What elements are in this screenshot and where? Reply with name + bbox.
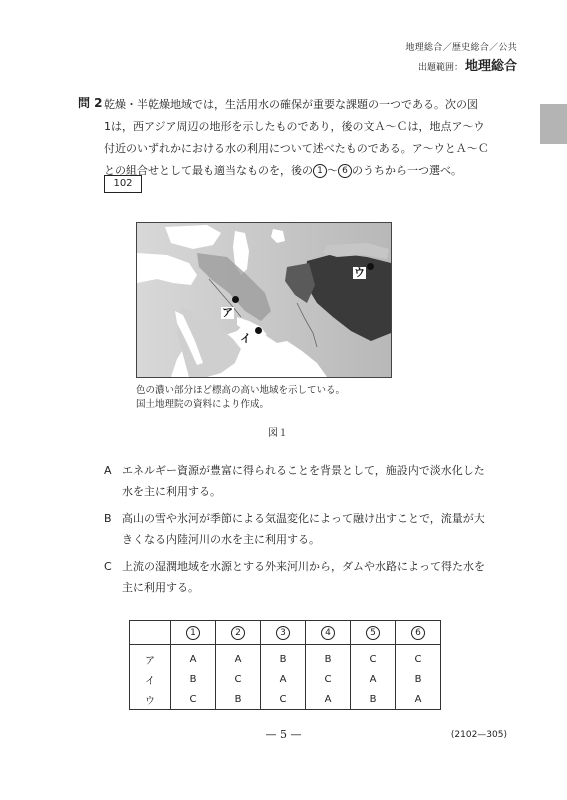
table-cell: B (216, 689, 261, 710)
table-cell: A (216, 649, 261, 669)
table-cell: A (261, 669, 306, 689)
point-a-label: ア (222, 306, 233, 319)
choice-range-mark: ～ (327, 164, 338, 177)
question-text (104, 94, 514, 182)
choice-header (216, 621, 261, 645)
statement-key: B (104, 512, 112, 525)
caption-line: 国土地理院の資料により作成。 (136, 399, 270, 410)
page-number: — 5 — (265, 728, 302, 741)
statement-line: きくなる内陸河川の水を主に利用する。 (122, 533, 320, 546)
map-figure (136, 222, 392, 378)
row-label: ウ (130, 689, 171, 710)
question-line: 付近のいずれかにおける水の利用について述べたものである。ア～ウとＡ～Ｃ (104, 142, 489, 155)
question-line-text: との組合せとして最も適当なものを，後の (104, 164, 313, 177)
table-cell: A (351, 669, 396, 689)
table-cell: B (306, 649, 351, 669)
choice-number: 5 (366, 626, 380, 640)
section-tab (540, 104, 567, 144)
statement-key: A (104, 464, 112, 477)
figure-caption (136, 384, 345, 412)
range-label: 出題範囲： (417, 63, 463, 73)
table-header-row (130, 621, 441, 645)
choice-number: 4 (321, 626, 335, 640)
choice-header (171, 621, 216, 645)
table-cell: C (171, 689, 216, 710)
choice-header (351, 621, 396, 645)
statement-line: 主に利用する。 (122, 581, 199, 594)
table-cell: A (396, 689, 441, 710)
table-row (130, 689, 441, 710)
point-a-marker (232, 296, 239, 303)
question-line: 1は，西アジア周辺の地形を示したものであり，後の文Ａ～Ｃは，地点ア～ウ (104, 120, 485, 133)
point-i-marker (255, 327, 262, 334)
point-i-label: イ (240, 332, 251, 345)
table-cell: C (351, 649, 396, 669)
table-cell: A (171, 649, 216, 669)
question-line: 乾燥・半乾燥地域では，生活用水の確保が重要な課題の一つである。次の図 (104, 98, 478, 111)
figure-label: 図１ (268, 428, 288, 439)
table-cell: A (306, 689, 351, 710)
statement-c (104, 556, 524, 598)
question-label: 問 2 (78, 96, 103, 110)
table-corner (130, 621, 171, 645)
statement-line: 水を主に利用する。 (122, 485, 221, 498)
choice-number-first: 1 (313, 164, 327, 178)
table-cell: B (351, 689, 396, 710)
choice-number: 2 (231, 626, 245, 640)
answer-table (129, 620, 441, 710)
row-label: ア (130, 649, 171, 669)
table-cell: C (216, 669, 261, 689)
choice-number: 1 (186, 626, 200, 640)
table-cell: C (261, 689, 306, 710)
range-value: 地理総合 (464, 59, 517, 74)
statement-line: 上流の湿潤地域を水源とする外来河川から，ダムや水路によって得た水を (122, 560, 485, 573)
choice-number: 6 (411, 626, 425, 640)
choice-header (261, 621, 306, 645)
point-u-marker (367, 263, 374, 270)
statement-line: エネルギー資源が豊富に得られることを背景として，施設内で淡水化した (122, 464, 485, 477)
table-row (130, 649, 441, 669)
question-number-box: 102 (104, 175, 142, 193)
table-cell: C (306, 669, 351, 689)
statement-a (104, 460, 524, 502)
choice-number: 3 (276, 626, 290, 640)
table-cell: C (396, 649, 441, 669)
terrain-map (137, 223, 391, 377)
question-line (104, 160, 514, 182)
statement-b (104, 508, 524, 550)
table-cell: B (261, 649, 306, 669)
table-cell: B (396, 669, 441, 689)
header-range (418, 55, 517, 74)
caption-line: 色の濃い部分ほど標高の高い地域を示している。 (136, 385, 346, 396)
question-line-text: のうちから一つ選べ。 (352, 164, 462, 177)
choice-header (306, 621, 351, 645)
table-cell: B (171, 669, 216, 689)
table-row (130, 669, 441, 689)
header-subjects: 地理総合／歴史総合／公共 (405, 43, 517, 53)
choice-number-last: 6 (338, 164, 352, 178)
choice-header (396, 621, 441, 645)
row-label: イ (130, 669, 171, 689)
statement-line: 高山の雪や氷河が季節による気温変化によって融け出すことで，流量が大 (122, 512, 485, 525)
exam-code: (2102—305) (450, 730, 507, 740)
statement-key: C (104, 560, 112, 573)
point-u-label: ウ (354, 266, 365, 279)
